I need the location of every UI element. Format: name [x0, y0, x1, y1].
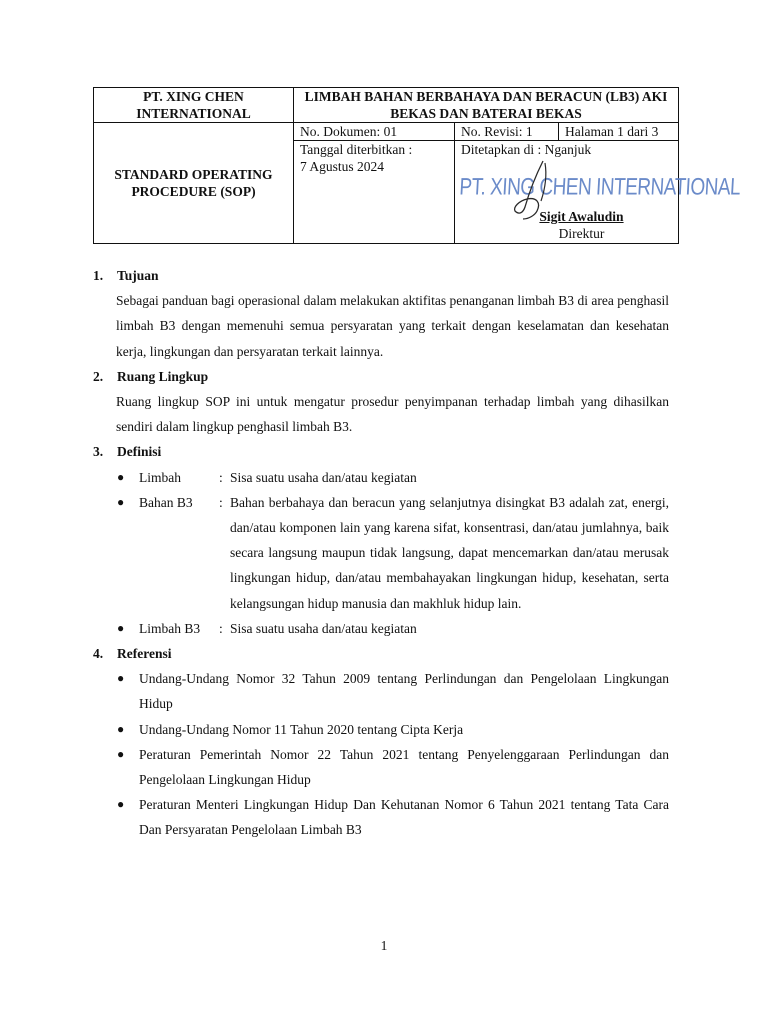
- bullet-icon: ●: [117, 469, 125, 484]
- definition-item: [93, 465, 669, 490]
- reference-item: [93, 742, 669, 792]
- section-heading: [93, 364, 669, 389]
- company-name: PT. XING CHEN INTERNATIONAL: [94, 88, 294, 123]
- issued-date: 7 Agustus 2024: [300, 159, 385, 174]
- issued-cell: [294, 141, 455, 244]
- reference-item: [93, 717, 669, 742]
- definition-colon: :: [219, 494, 223, 510]
- company-stamp: PT. XING CHEN INTERNATIONAL: [458, 174, 741, 201]
- document-number: No. Dokumen: 01: [294, 123, 455, 141]
- section-number: 1.: [93, 268, 104, 283]
- definition-item: [93, 490, 669, 616]
- section-heading: [93, 263, 669, 288]
- definition-term: Bahan B3: [139, 494, 193, 510]
- bullet-icon: ●: [117, 620, 125, 635]
- section-number: 3.: [93, 444, 104, 460]
- sop-label: STANDARD OPERATING PROCEDURE (SOP): [94, 123, 294, 244]
- section-title: Referensi: [117, 646, 172, 662]
- definition-desc: Bahan berbahaya dan beracun yang selanjutnya disingkat B3 adalah zat, energi, dan/atau komponen lain yang karena sifat, konsentrasi, dan/atau jumlahnya, baik secara langsung maupun tidak langsung, dapat mencemarkan dan/atau merusak lingkungan hidup, dan/atau membahayakan lingkungan hidup, kesehatan, serta kelangsungan hidup manusia dan makhluk hidup lain.: [230, 494, 669, 611]
- reference-item: [93, 666, 669, 716]
- definition-colon: :: [219, 620, 223, 636]
- page-info: Halaman 1 dari 3: [559, 123, 679, 141]
- section-number: 2.: [93, 368, 104, 384]
- reference-text: Undang-Undang Nomor 32 Tahun 2009 tentang Perlindungan dan Pengelolaan Lingkungan Hidup: [139, 671, 669, 712]
- reference-item: [93, 792, 669, 842]
- reference-text: Undang-Undang Nomor 11 Tahun 2020 tentang Cipta Kerja: [139, 721, 464, 737]
- section-title: Definisi: [117, 444, 162, 460]
- definition-desc: Sisa suatu usaha dan/atau kegiatan: [230, 620, 417, 636]
- approval-cell: [455, 141, 741, 244]
- section-number: 4.: [93, 646, 104, 662]
- definition-term: Limbah: [139, 469, 181, 485]
- definition-colon: :: [219, 469, 223, 485]
- bullet-icon: ●: [117, 797, 125, 812]
- bullet-icon: ●: [117, 746, 125, 761]
- document-title: LIMBAH BAHAN BERBAHAYA DAN BERACUN (LB3) AKI BEKAS DAN BATERAI BEKAS: [294, 88, 679, 123]
- revision-number: No. Revisi: 1: [455, 123, 559, 141]
- definition-desc: Sisa suatu usaha dan/atau kegiatan: [230, 469, 417, 485]
- section-text: Ruang lingkup SOP ini untuk mengatur prosedur penyimpanan terhadap limbah yang dihasilkan sendiri dalam lingkup penghasil limbah B3.: [116, 394, 669, 435]
- section-title: Tujuan: [117, 268, 159, 283]
- page-number: 1: [380, 938, 388, 953]
- issued-label: Tanggal diterbitkan :: [300, 142, 413, 157]
- section-heading: [93, 439, 669, 464]
- document-body: [93, 263, 669, 843]
- sop-header-table: [93, 87, 741, 244]
- bullet-icon: ●: [117, 721, 125, 736]
- definition-item: [93, 616, 669, 641]
- approval-location: Ditetapkan di : Nganjuk: [461, 142, 592, 157]
- definition-term: Limbah B3: [139, 620, 201, 636]
- section-title: Ruang Lingkup: [117, 368, 209, 384]
- section-heading: [93, 641, 669, 666]
- signer-name: Sigit Awaludin: [539, 209, 624, 224]
- bullet-icon: ●: [117, 494, 125, 509]
- reference-text: Peraturan Menteri Lingkungan Hidup Dan Kehutanan Nomor 6 Tahun 2021 tentang Tata Cara Dan Persyaratan Pengelolaan Limbah B3: [139, 797, 669, 838]
- section-text: Sebagai panduan bagi operasional dalam melakukan aktifitas penanganan limbah B3 di area penghasil limbah B3 dengan memenuhi semua persyaratan yang terkait dengan keselamatan dan kesehatan kerja, lingkungan dan persyaratan terkait lainnya.: [116, 293, 669, 359]
- signer-role: Direktur: [558, 226, 605, 241]
- bullet-icon: ●: [117, 671, 125, 686]
- reference-text: Peraturan Pemerintah Nomor 22 Tahun 2021 tentang Penyelenggaraan Perlindungan dan Pengelolaan Lingkungan Hidup: [139, 746, 669, 788]
